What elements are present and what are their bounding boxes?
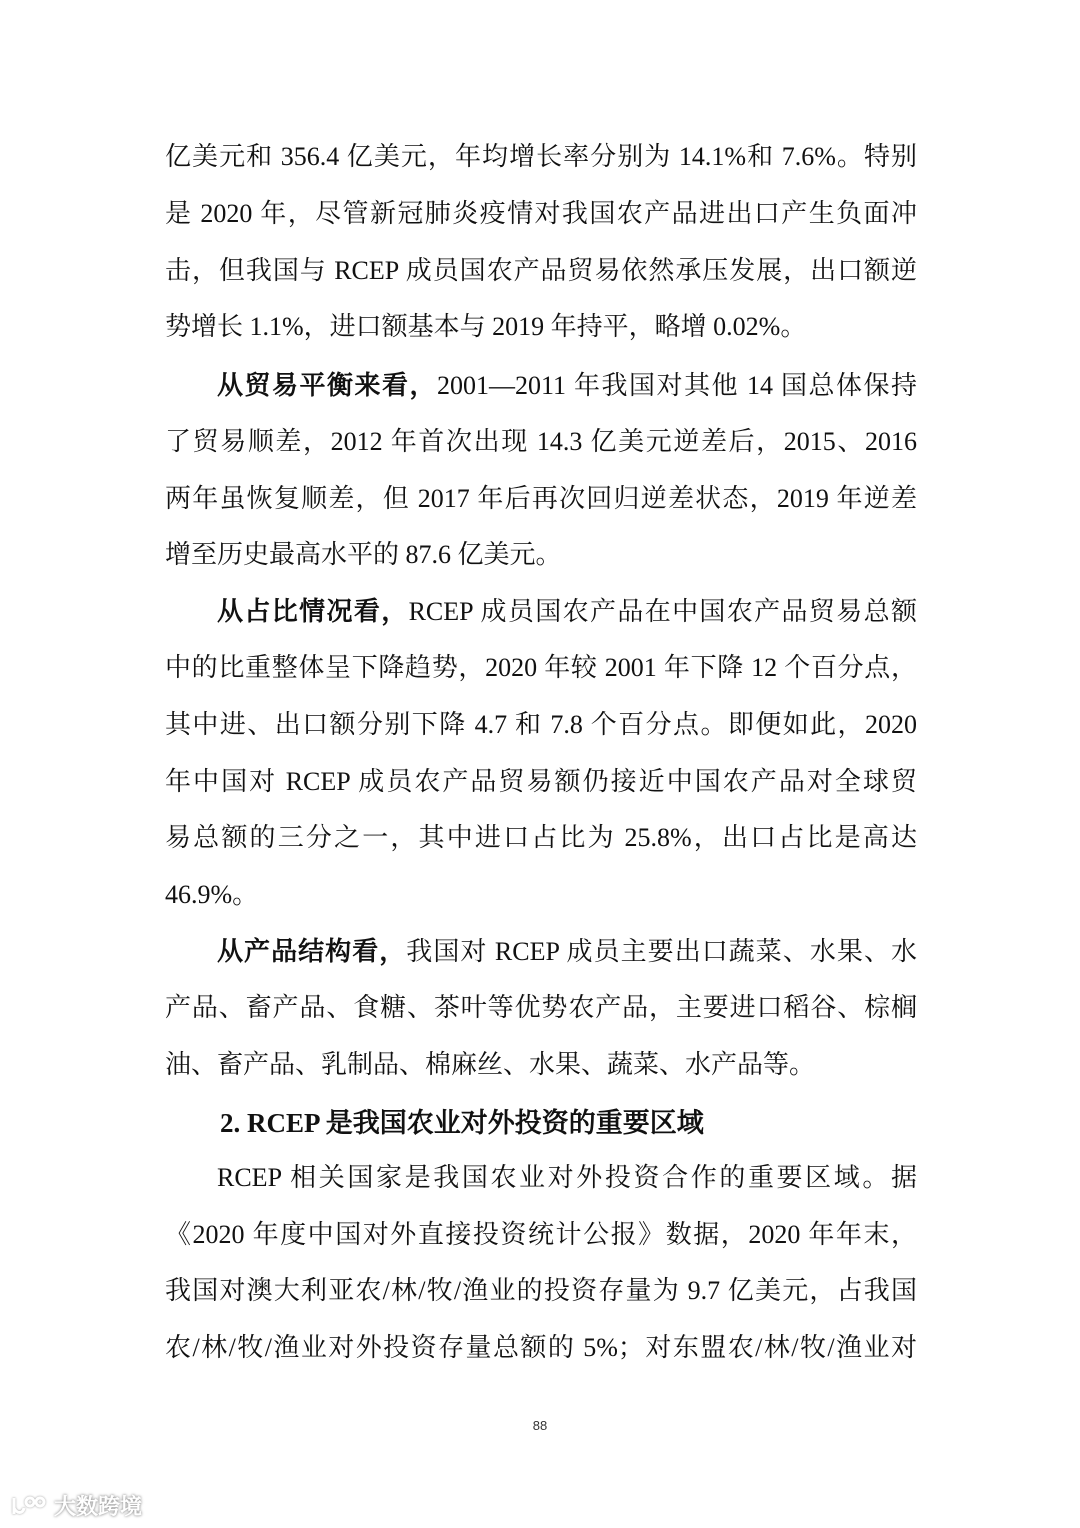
section-heading: 2. RCEP 是我国农业对外投资的重要区域: [220, 1108, 704, 1138]
text-line: 46.9%。: [165, 880, 259, 909]
text-span: 2001—2011 年我国对其他 14 国总体保持: [436, 371, 917, 400]
text-line: 了贸易顺差，2012 年首次出现 14.3 亿美元逆差后，2015、2016: [165, 427, 917, 456]
page-number: 88: [532, 1418, 548, 1433]
text-line: [217, 369, 917, 403]
text-line: 年中国对 RCEP 成员农产品贸易额仍接近中国农产品对全球贸: [165, 767, 917, 796]
text-span: RCEP 成员国农产品在中国农产品贸易总额: [408, 597, 917, 626]
text-line: 易总额的三分之一，其中进口占比为 25.8%，出口占比是高达: [165, 823, 917, 852]
text-line: 《2020 年度中国对外直接投资统计公报》数据，2020 年年末，: [165, 1220, 917, 1249]
paragraph-lead: 从产品结构看，: [217, 937, 407, 966]
text-span: 我国对 RCEP 成员主要出口蔬菜、水果、水: [406, 937, 917, 966]
text-line: 击，但我国与 RCEP 成员国农产品贸易依然承压发展，出口额逆: [165, 256, 917, 285]
text-line: 其中进、出口额分别下降 4.7 和 7.8 个百分点。即便如此，2020: [165, 710, 917, 739]
paragraph-lead: 从贸易平衡来看，: [217, 371, 437, 400]
watermark-text: 大数跨境: [54, 1495, 143, 1520]
text-line: 是 2020 年，尽管新冠肺炎疫情对我国农产品进出口产生负面冲: [165, 199, 917, 228]
text-line: 中的比重整体呈下降趋势，2020 年较 2001 年下降 12 个百分点，: [165, 653, 917, 682]
text-line: RCEP 相关国家是我国农业对外投资合作的重要区域。据: [217, 1163, 917, 1192]
watermark-logo-icon: [10, 1494, 48, 1518]
text-line: 两年虽恢复顺差，但 2017 年后再次回归逆差状态，2019 年逆差: [165, 484, 917, 513]
text-line: 增至历史最高水平的 87.6 亿美元。: [165, 540, 562, 569]
text-line: 油、畜产品、乳制品、棉麻丝、水果、蔬菜、水产品等。: [165, 1050, 816, 1079]
text-line: 势增长 1.1%，进口额基本与 2019 年持平，略增 0.02%。: [165, 312, 807, 341]
text-line: 产品、畜产品、食糖、茶叶等优势农产品，主要进口稻谷、棕榈: [165, 993, 917, 1022]
paragraph-lead: 从占比情况看，: [217, 597, 409, 626]
text-line: 农/林/牧/渔业对外投资存量总额的 5%；对东盟农/林/牧/渔业对: [165, 1333, 917, 1362]
text-line: [217, 595, 917, 629]
text-line: [217, 935, 917, 969]
text-line: 我国对澳大利亚农/林/牧/渔业的投资存量为 9.7 亿美元，占我国: [165, 1276, 917, 1305]
watermark: [10, 1490, 142, 1521]
text-line: 亿美元和 356.4 亿美元，年均增长率分别为 14.1%和 7.6%。特别: [165, 142, 917, 171]
